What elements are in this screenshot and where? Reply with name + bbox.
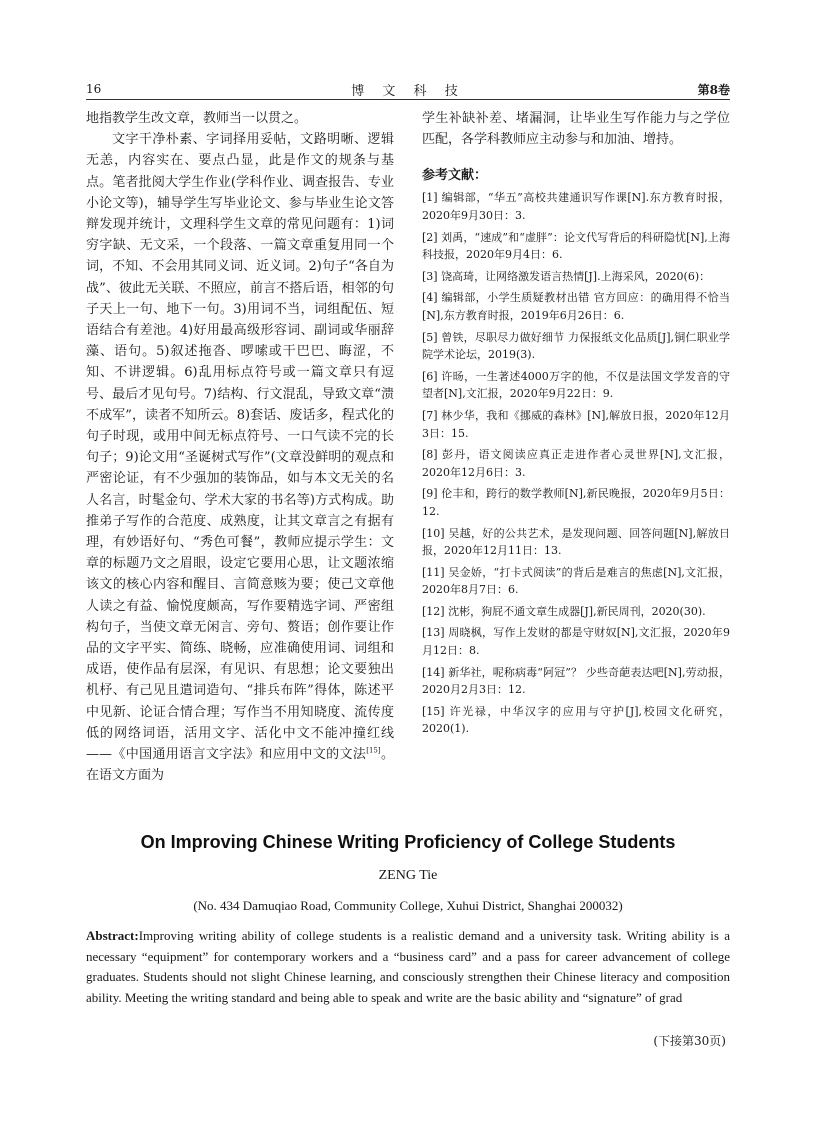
reference-item: [3] 饶高琦，让网络激发语言热情[J].上海采风，2020(6)： bbox=[422, 269, 711, 283]
references-heading: 参考文献： bbox=[422, 168, 488, 184]
reference-item: [8] 彭丹，语文阅读应真正走进作者心灵世界[N],文汇报，2020年12月6日：3. bbox=[422, 448, 730, 479]
reference-item: [12] 沈彬，狗屁不通文章生成器[J],新民周刊，2020(30). bbox=[422, 604, 706, 618]
continued-note: (下接第30页) bbox=[653, 1034, 726, 1048]
reference-item: [2] 刘禹，“速成”和“虚胖”：论文代写背后的科研隐忧[N],上海科技报，2020年9月4日：6. bbox=[422, 230, 730, 262]
journal-name: 博 文 科 技 bbox=[351, 84, 465, 99]
reference-item: [14] 新华社，呢称病毒“阿冠”？ 少些奇葩表达吧[N],劳动报，2020月2月3日：12. bbox=[422, 665, 730, 697]
right-column bbox=[422, 108, 730, 742]
author-name: ZENG Tie bbox=[378, 868, 438, 883]
reference-item: [6] 许旸，一生著述4000万字的他，不仅是法国文学发音的守望者[N],文汇报，2020年9月22日：9. bbox=[422, 369, 730, 401]
reference-item: [13] 周晓枫，写作上发财的都是守财奴[N],文汇报，2020年9月12日：8. bbox=[422, 626, 730, 658]
reference-item: [11] 吴金娇，“打卡式阅读”的背后是难言的焦虑[N],文汇报，2020年8月7日：6. bbox=[422, 565, 730, 597]
citation-mark: [15] bbox=[366, 746, 381, 755]
references-list bbox=[422, 189, 730, 738]
english-title: On Improving Chinese Writing Proficiency of College Students bbox=[140, 832, 676, 852]
page-number: 16 bbox=[86, 82, 102, 96]
abstract-label: Abstract: bbox=[86, 928, 139, 943]
reference-item: [15] 许光禄，中华汉字的应用与守护[J],校园文化研究，2020(1). bbox=[422, 704, 730, 736]
running-header bbox=[86, 79, 730, 100]
body-paragraph-text: 文字干净朴素、字词择用妥帖，文路明晰、逻辑无恙，内容实在、要点凸显，此是作文的规条与基点。笔者批阅大学生作业(学科作业、调查报告、专业小论文等)，辅导学生写毕业论文、参与毕业生论文答辩发现并统计，文理科学生文章的常见问题有：1)词穷字缺、无文采，一个段落、一篇文章重复用同一个词，不知、不会用其同义词、近义词。2)句子“各自为战”、彼此无关联、不照应，前言不搭后语，相邻的句子天上一句、地下一句。3)用词不当，词组配伍、短语结合有差池。4)好用最高级形容词、副词或华丽辞藻、语句。5)叙述拖沓、啰嗦或干巴巴、晦涩，不知、不讲逻辑。6)乱用标点符号或一篇文章只有逗号、最后才见句号。7)结构、行文混乱，导致文章“溃不成军”，读者不知所云。8)套话、废话多，程式化的句子时现，或用中间无标点符号、一口气读不完的长句子；9)论文用“圣诞树式写作”(文章没鲜明的观点和严密论证，有不少强加的装饰品，如与本文无关的名人名言，时髦金句、学术大家的书名等)方式构成。助推弟子写作的合范度、成熟度，让其文章言之有据有理，有妙语好句、“秀色可餐”，教师应提示学生：文章的标题乃文之眉眼，设定它要用心思，让文题浓缩该文的核心内容和醒目、言简意赅为要；使己文章他人读之有益、愉悦度颇高，写作要精选字词、严密组构句子，当使文章无闲言、旁句、赘语；创作要让作品的文字平实、简练、晓畅，应准确使用词、词组和成语，使作品有层深，有见识、有思想；论文要独出机杼、有己见且遣词造句、“排兵布阵”得体，陈述平中见新、论证合情合理；写作当不用知晓度、流传度低的网络词语，活用文字、活化中文不能冲撞红线——《中国通用语言文字法》和应用中文的文法 bbox=[86, 132, 394, 763]
reference-item: [5] 曾铁，尽职尽力做好细节 力保报纸文化品质[J],铜仁职业学院学术论坛，2019(3). bbox=[422, 330, 730, 362]
body-paragraph bbox=[86, 129, 394, 786]
abstract-text: Improving writing ability of college students is a realistic demand and a university task. Writing ability is a necessary “equipment” for contemporary workers and a “business card” and a pass for career advancement of college graduates. Students should not slight Chinese learning, and consciously strengthen their Chinese literacy and composition ability. Meeting the writing standard and being able to speak and write are the basic ability and “signature” of grad bbox=[86, 928, 730, 1005]
reference-item: [7] 林少华，我和《挪威的森林》[N],解放日报，2020年12月3日：15. bbox=[422, 408, 730, 440]
reference-item: [1] 编辑部，“华五”高校共建通识写作课[N].东方教育时报，2020年9月30日：3. bbox=[422, 191, 730, 222]
reference-item: [4] 编辑部，小学生质疑教材出错 官方回应：的确用得不恰当[N],东方教育时报，2019年6月26日：6. bbox=[422, 291, 730, 322]
author-affiliation: (No. 434 Damuqiao Road, Community College, Xuhui District, Shanghai 200032) bbox=[193, 898, 623, 913]
volume-label: 第8卷 bbox=[697, 83, 730, 97]
reference-item: [9] 伦丰和，跨行的数学教师[N],新民晚报，2020年9月5日：12. bbox=[422, 487, 730, 518]
opening-line: 地指教学生改文章，教师当一以贯之。 bbox=[86, 111, 308, 126]
english-abstract bbox=[86, 926, 730, 1008]
continuation-paragraph: 学生补缺补差、堵漏洞，让毕业生写作能力与之学位匹配，各学科教师应主动参与和加油、增持。 bbox=[422, 111, 730, 148]
body-paragraph-tail: 。在语文方面为 bbox=[86, 747, 394, 784]
left-column bbox=[86, 108, 394, 787]
reference-item: [10] 吴越，好的公共艺术，是发现问题、回答问题[N],解放日报，2020年12月11日：13. bbox=[422, 526, 730, 558]
